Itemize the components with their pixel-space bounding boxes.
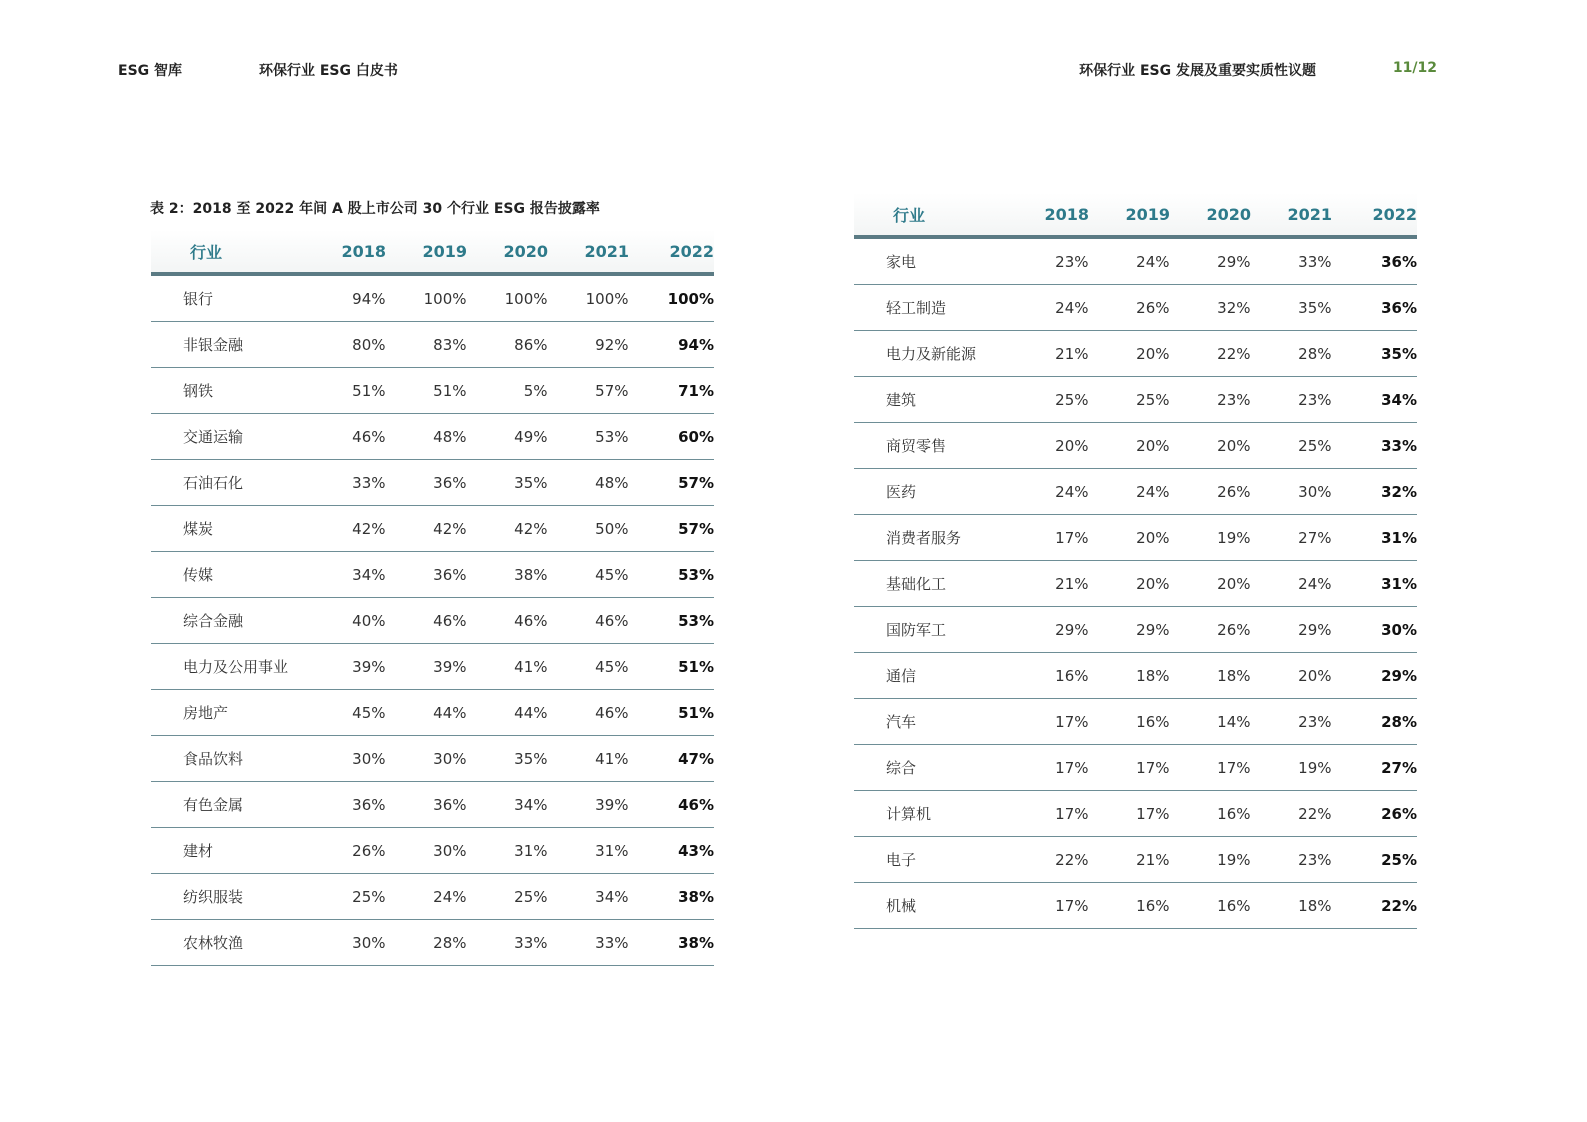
col-header-2022: 2022 bbox=[1332, 193, 1417, 237]
cell-2021: 46% bbox=[548, 690, 629, 736]
cell-2022: 22% bbox=[1332, 883, 1417, 929]
cell-2019: 26% bbox=[1089, 285, 1170, 331]
table-row bbox=[151, 368, 714, 414]
cell-2019: 48% bbox=[386, 414, 467, 460]
col-header-2019: 2019 bbox=[386, 230, 467, 274]
cell-2020: 41% bbox=[467, 644, 548, 690]
table-row bbox=[854, 285, 1417, 331]
table-row bbox=[151, 644, 714, 690]
cell-2021: 23% bbox=[1251, 699, 1332, 745]
cell-2021: 57% bbox=[548, 368, 629, 414]
cell-2019: 20% bbox=[1089, 561, 1170, 607]
cell-2018: 23% bbox=[1014, 237, 1089, 285]
cell-2021: 33% bbox=[1251, 237, 1332, 285]
header-book-title: 环保行业 ESG 白皮书 bbox=[259, 63, 398, 79]
cell-industry: 计算机 bbox=[854, 791, 1014, 837]
cell-2020: 16% bbox=[1170, 791, 1251, 837]
cell-2021: 25% bbox=[1251, 423, 1332, 469]
cell-2020: 17% bbox=[1170, 745, 1251, 791]
cell-industry: 电力及新能源 bbox=[854, 331, 1014, 377]
cell-2018: 30% bbox=[311, 736, 386, 782]
cell-2022: 33% bbox=[1332, 423, 1417, 469]
cell-2018: 25% bbox=[1014, 377, 1089, 423]
cell-2022: 31% bbox=[1332, 561, 1417, 607]
cell-2021: 29% bbox=[1251, 607, 1332, 653]
cell-industry: 综合金融 bbox=[151, 598, 311, 644]
cell-2021: 41% bbox=[548, 736, 629, 782]
col-header-2020: 2020 bbox=[467, 230, 548, 274]
cell-2020: 16% bbox=[1170, 883, 1251, 929]
col-header-industry: 行业 bbox=[151, 230, 311, 274]
table-row bbox=[854, 745, 1417, 791]
cell-2020: 31% bbox=[467, 828, 548, 874]
cell-industry: 医药 bbox=[854, 469, 1014, 515]
cell-2021: 46% bbox=[548, 598, 629, 644]
cell-2019: 20% bbox=[1089, 423, 1170, 469]
cell-2022: 36% bbox=[1332, 285, 1417, 331]
cell-2022: 31% bbox=[1332, 515, 1417, 561]
cell-2022: 32% bbox=[1332, 469, 1417, 515]
cell-2020: 26% bbox=[1170, 607, 1251, 653]
cell-industry: 机械 bbox=[854, 883, 1014, 929]
cell-2022: 27% bbox=[1332, 745, 1417, 791]
cell-2018: 21% bbox=[1014, 561, 1089, 607]
cell-2020: 86% bbox=[467, 322, 548, 368]
cell-2021: 39% bbox=[548, 782, 629, 828]
cell-2022: 57% bbox=[629, 460, 714, 506]
cell-2020: 32% bbox=[1170, 285, 1251, 331]
cell-2022: 51% bbox=[629, 644, 714, 690]
table-row bbox=[854, 469, 1417, 515]
cell-2020: 19% bbox=[1170, 837, 1251, 883]
cell-2021: 50% bbox=[548, 506, 629, 552]
cell-2021: 48% bbox=[548, 460, 629, 506]
cell-2019: 30% bbox=[386, 736, 467, 782]
cell-2021: 22% bbox=[1251, 791, 1332, 837]
cell-2019: 24% bbox=[386, 874, 467, 920]
cell-2018: 22% bbox=[1014, 837, 1089, 883]
cell-2019: 16% bbox=[1089, 883, 1170, 929]
table-row bbox=[854, 653, 1417, 699]
cell-2020: 33% bbox=[467, 920, 548, 966]
cell-2021: 45% bbox=[548, 644, 629, 690]
cell-2019: 46% bbox=[386, 598, 467, 644]
cell-2018: 80% bbox=[311, 322, 386, 368]
cell-2020: 22% bbox=[1170, 331, 1251, 377]
table-row bbox=[151, 414, 714, 460]
cell-2019: 17% bbox=[1089, 745, 1170, 791]
cell-2021: 34% bbox=[548, 874, 629, 920]
cell-2020: 14% bbox=[1170, 699, 1251, 745]
col-header-2020: 2020 bbox=[1170, 193, 1251, 237]
header-section-title: 环保行业 ESG 发展及重要实质性议题 bbox=[1079, 63, 1316, 79]
cell-2018: 40% bbox=[311, 598, 386, 644]
col-header-2021: 2021 bbox=[1251, 193, 1332, 237]
cell-2019: 25% bbox=[1089, 377, 1170, 423]
cell-2019: 83% bbox=[386, 322, 467, 368]
header-brand: ESG 智库 bbox=[118, 63, 183, 79]
table-row bbox=[151, 920, 714, 966]
cell-2021: 23% bbox=[1251, 377, 1332, 423]
table-row bbox=[854, 837, 1417, 883]
cell-2020: 5% bbox=[467, 368, 548, 414]
cell-2022: 53% bbox=[629, 552, 714, 598]
table-row bbox=[854, 377, 1417, 423]
cell-industry: 有色金属 bbox=[151, 782, 311, 828]
col-header-2021: 2021 bbox=[548, 230, 629, 274]
cell-industry: 电力及公用事业 bbox=[151, 644, 311, 690]
col-header-2019: 2019 bbox=[1089, 193, 1170, 237]
cell-2019: 51% bbox=[386, 368, 467, 414]
cell-2018: 21% bbox=[1014, 331, 1089, 377]
cell-industry: 汽车 bbox=[854, 699, 1014, 745]
cell-2022: 43% bbox=[629, 828, 714, 874]
cell-2018: 17% bbox=[1014, 883, 1089, 929]
table-row bbox=[151, 506, 714, 552]
cell-2022: 38% bbox=[629, 874, 714, 920]
cell-industry: 食品饮料 bbox=[151, 736, 311, 782]
cell-2022: 25% bbox=[1332, 837, 1417, 883]
cell-2022: 34% bbox=[1332, 377, 1417, 423]
cell-2020: 46% bbox=[467, 598, 548, 644]
cell-2022: 71% bbox=[629, 368, 714, 414]
table-row bbox=[854, 331, 1417, 377]
cell-2021: 24% bbox=[1251, 561, 1332, 607]
cell-2022: 47% bbox=[629, 736, 714, 782]
cell-industry: 建筑 bbox=[854, 377, 1014, 423]
cell-2021: 31% bbox=[548, 828, 629, 874]
table-header-row bbox=[151, 230, 714, 274]
table-row bbox=[151, 874, 714, 920]
cell-2018: 24% bbox=[1014, 469, 1089, 515]
cell-2021: 18% bbox=[1251, 883, 1332, 929]
cell-2020: 44% bbox=[467, 690, 548, 736]
cell-2022: 38% bbox=[629, 920, 714, 966]
cell-2022: 30% bbox=[1332, 607, 1417, 653]
cell-2018: 46% bbox=[311, 414, 386, 460]
table-row bbox=[854, 423, 1417, 469]
table-row bbox=[151, 274, 714, 322]
cell-2021: 100% bbox=[548, 274, 629, 322]
cell-2022: 46% bbox=[629, 782, 714, 828]
cell-2020: 100% bbox=[467, 274, 548, 322]
cell-2022: 60% bbox=[629, 414, 714, 460]
cell-2020: 18% bbox=[1170, 653, 1251, 699]
cell-2018: 30% bbox=[311, 920, 386, 966]
cell-industry: 国防军工 bbox=[854, 607, 1014, 653]
cell-industry: 基础化工 bbox=[854, 561, 1014, 607]
cell-2019: 42% bbox=[386, 506, 467, 552]
table-row bbox=[151, 460, 714, 506]
cell-2020: 23% bbox=[1170, 377, 1251, 423]
cell-industry: 家电 bbox=[854, 237, 1014, 285]
cell-2018: 17% bbox=[1014, 745, 1089, 791]
cell-2018: 24% bbox=[1014, 285, 1089, 331]
cell-2022: 100% bbox=[629, 274, 714, 322]
cell-2018: 17% bbox=[1014, 699, 1089, 745]
disclosure-table-right bbox=[854, 193, 1417, 929]
cell-industry: 轻工制造 bbox=[854, 285, 1014, 331]
cell-2019: 20% bbox=[1089, 515, 1170, 561]
cell-2018: 36% bbox=[311, 782, 386, 828]
cell-2019: 36% bbox=[386, 552, 467, 598]
cell-industry: 建材 bbox=[151, 828, 311, 874]
cell-2019: 30% bbox=[386, 828, 467, 874]
cell-2020: 49% bbox=[467, 414, 548, 460]
cell-2018: 29% bbox=[1014, 607, 1089, 653]
cell-2022: 35% bbox=[1332, 331, 1417, 377]
cell-2018: 26% bbox=[311, 828, 386, 874]
cell-2019: 100% bbox=[386, 274, 467, 322]
cell-2018: 51% bbox=[311, 368, 386, 414]
cell-2022: 57% bbox=[629, 506, 714, 552]
cell-2022: 26% bbox=[1332, 791, 1417, 837]
cell-2021: 23% bbox=[1251, 837, 1332, 883]
cell-industry: 银行 bbox=[151, 274, 311, 322]
cell-2020: 20% bbox=[1170, 561, 1251, 607]
cell-2019: 39% bbox=[386, 644, 467, 690]
cell-2019: 20% bbox=[1089, 331, 1170, 377]
cell-industry: 传媒 bbox=[151, 552, 311, 598]
cell-2018: 17% bbox=[1014, 515, 1089, 561]
cell-2018: 39% bbox=[311, 644, 386, 690]
cell-2022: 53% bbox=[629, 598, 714, 644]
table-row bbox=[151, 598, 714, 644]
cell-industry: 交通运输 bbox=[151, 414, 311, 460]
cell-2019: 36% bbox=[386, 782, 467, 828]
page-number: 11/12 bbox=[1392, 60, 1437, 76]
cell-industry: 通信 bbox=[854, 653, 1014, 699]
cell-2018: 25% bbox=[311, 874, 386, 920]
cell-2018: 42% bbox=[311, 506, 386, 552]
cell-industry: 消费者服务 bbox=[854, 515, 1014, 561]
cell-2020: 20% bbox=[1170, 423, 1251, 469]
cell-2020: 29% bbox=[1170, 237, 1251, 285]
cell-2018: 94% bbox=[311, 274, 386, 322]
cell-2020: 19% bbox=[1170, 515, 1251, 561]
table-row bbox=[854, 699, 1417, 745]
cell-industry: 非银金融 bbox=[151, 322, 311, 368]
cell-2019: 21% bbox=[1089, 837, 1170, 883]
cell-2019: 28% bbox=[386, 920, 467, 966]
cell-2019: 18% bbox=[1089, 653, 1170, 699]
col-header-2022: 2022 bbox=[629, 230, 714, 274]
cell-2018: 34% bbox=[311, 552, 386, 598]
cell-2021: 92% bbox=[548, 322, 629, 368]
cell-2022: 28% bbox=[1332, 699, 1417, 745]
cell-industry: 农林牧渔 bbox=[151, 920, 311, 966]
cell-2020: 25% bbox=[467, 874, 548, 920]
cell-2021: 30% bbox=[1251, 469, 1332, 515]
cell-2020: 38% bbox=[467, 552, 548, 598]
cell-2022: 29% bbox=[1332, 653, 1417, 699]
cell-2018: 16% bbox=[1014, 653, 1089, 699]
cell-2020: 35% bbox=[467, 460, 548, 506]
table-row bbox=[854, 883, 1417, 929]
cell-industry: 纺织服装 bbox=[151, 874, 311, 920]
cell-2021: 33% bbox=[548, 920, 629, 966]
cell-industry: 煤炭 bbox=[151, 506, 311, 552]
table-row bbox=[854, 515, 1417, 561]
cell-industry: 房地产 bbox=[151, 690, 311, 736]
table-header-row bbox=[854, 193, 1417, 237]
cell-2019: 24% bbox=[1089, 469, 1170, 515]
cell-industry: 钢铁 bbox=[151, 368, 311, 414]
cell-2021: 28% bbox=[1251, 331, 1332, 377]
col-header-industry: 行业 bbox=[854, 193, 1014, 237]
cell-2019: 24% bbox=[1089, 237, 1170, 285]
cell-2019: 29% bbox=[1089, 607, 1170, 653]
table-row bbox=[151, 552, 714, 598]
col-header-2018: 2018 bbox=[1014, 193, 1089, 237]
cell-2022: 94% bbox=[629, 322, 714, 368]
col-header-2018: 2018 bbox=[311, 230, 386, 274]
cell-industry: 石油石化 bbox=[151, 460, 311, 506]
table-row bbox=[151, 736, 714, 782]
cell-2018: 45% bbox=[311, 690, 386, 736]
table-row bbox=[854, 791, 1417, 837]
disclosure-table-left bbox=[151, 230, 714, 966]
cell-industry: 商贸零售 bbox=[854, 423, 1014, 469]
table-row bbox=[854, 607, 1417, 653]
table-row bbox=[854, 561, 1417, 607]
table-row bbox=[151, 782, 714, 828]
cell-2021: 45% bbox=[548, 552, 629, 598]
table-row bbox=[151, 828, 714, 874]
table-row bbox=[151, 322, 714, 368]
cell-2020: 42% bbox=[467, 506, 548, 552]
cell-2021: 19% bbox=[1251, 745, 1332, 791]
cell-2019: 17% bbox=[1089, 791, 1170, 837]
cell-2021: 53% bbox=[548, 414, 629, 460]
cell-2021: 20% bbox=[1251, 653, 1332, 699]
cell-2018: 33% bbox=[311, 460, 386, 506]
cell-2021: 27% bbox=[1251, 515, 1332, 561]
table-row bbox=[854, 237, 1417, 285]
cell-2022: 51% bbox=[629, 690, 714, 736]
cell-2020: 26% bbox=[1170, 469, 1251, 515]
cell-2020: 34% bbox=[467, 782, 548, 828]
cell-2018: 17% bbox=[1014, 791, 1089, 837]
table-caption: 表 2：2018 至 2022 年间 A 股上市公司 30 个行业 ESG 报告披露率 bbox=[150, 201, 600, 217]
cell-2022: 36% bbox=[1332, 237, 1417, 285]
cell-2019: 16% bbox=[1089, 699, 1170, 745]
cell-2019: 44% bbox=[386, 690, 467, 736]
cell-industry: 电子 bbox=[854, 837, 1014, 883]
table-row bbox=[151, 690, 714, 736]
cell-2019: 36% bbox=[386, 460, 467, 506]
cell-2021: 35% bbox=[1251, 285, 1332, 331]
cell-2020: 35% bbox=[467, 736, 548, 782]
cell-industry: 综合 bbox=[854, 745, 1014, 791]
cell-2018: 20% bbox=[1014, 423, 1089, 469]
